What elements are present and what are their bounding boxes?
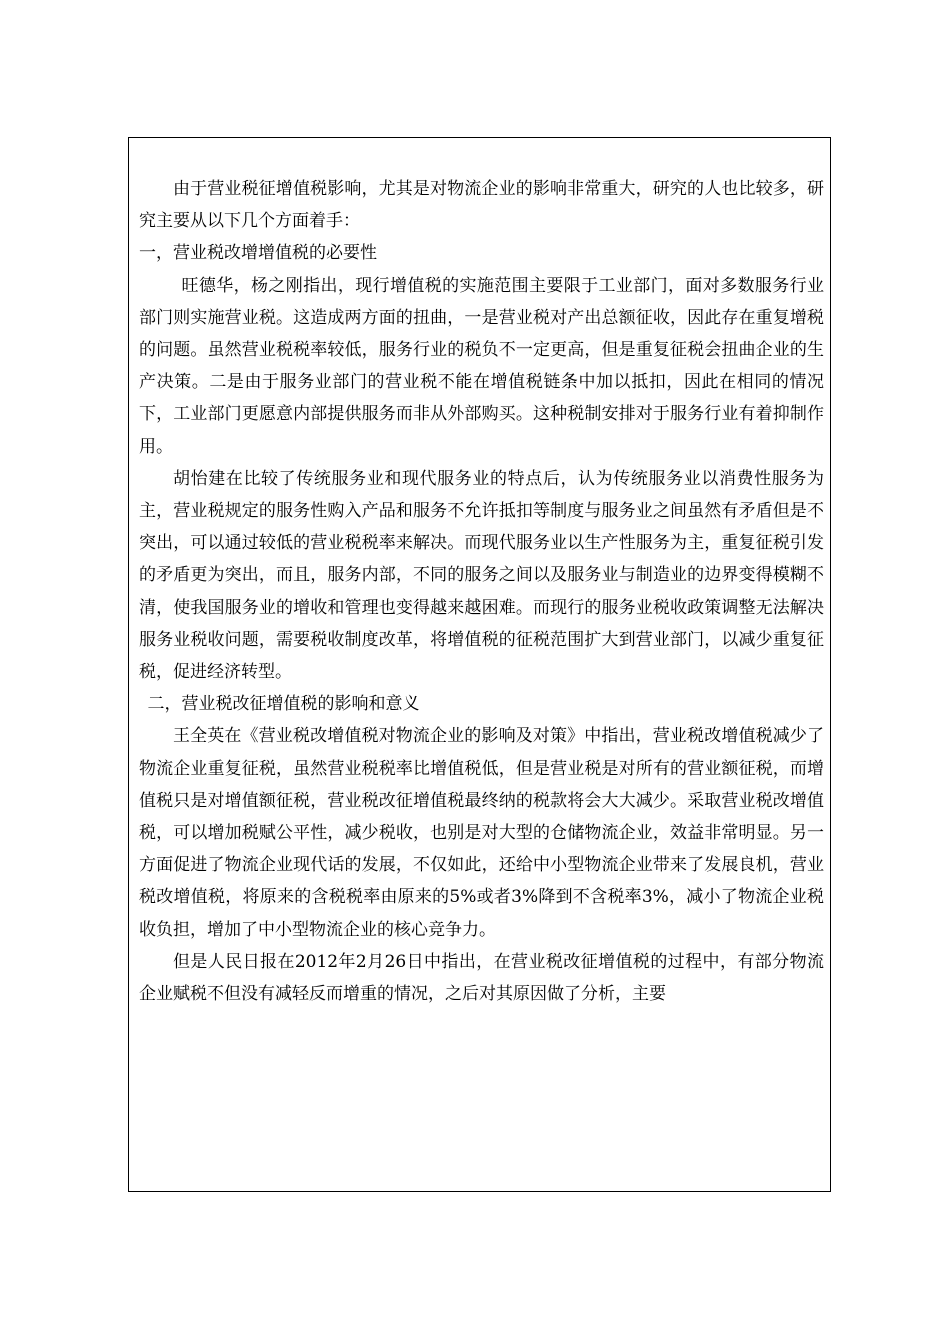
document-body <box>139 173 824 1010</box>
body-paragraph: 由于营业税征增值税影响，尤其是对物流企业的影响非常重大，研究的人也比较多，研究主要从以下几个方面着手： <box>139 179 824 232</box>
section-heading: 二，营业税改征增值税的影响和意义 <box>147 694 420 715</box>
section-heading: 一，营业税改增增值税的必要性 <box>139 243 377 264</box>
body-paragraph: 旺德华，杨之刚指出，现行增值税的实施范围主要限于工业部门，面对多数服务行业部门则实施营业税。这造成两方面的扭曲，一是营业税对产出总额征收，因此存在重复增税的问题。虽然营业税税率较低，服务行业的税负不一定更高，但是重复征税会扭曲企业的生产决策。二是由于服务业部门的营业税不能在增值税链条中加以抵扣，因此在相同的情况下，工业部门更愿意内部提供服务而非从外部购买。这种税制安排对于服务行业有着抑制作用。 <box>139 275 824 457</box>
body-paragraph: 胡怡建在比较了传统服务业和现代服务业的特点后，认为传统服务业以消费性服务为主，营业税规定的服务性购入产品和服务不允许抵扣等制度与服务业之间虽然有矛盾但是不突出，可以通过较低的营业税税率来解决。而现代服务业以生产性服务为主，重复征税引发的矛盾更为突出，而且，服务内部，不同的服务之间以及服务业与制造业的边界变得模糊不清，使我国服务业的增收和管理也变得越来越困难。而现行的服务业税收政策调整无法解决服务业税收问题，需要税收制度改革，将增值税的征税范围扩大到营业部门，以减少重复征税，促进经济转型。 <box>139 468 824 683</box>
document-frame <box>128 137 831 1192</box>
body-paragraph: 但是人民日报在2012年2月26日中指出，在营业税改征增值税的过程中，有部分物流企业赋税不但没有减轻反而增重的情况，之后对其原因做了分析，主要 <box>139 951 824 1005</box>
body-paragraph: 王全英在《营业税改增值税对物流企业的影响及对策》中指出，营业税改增值税减少了物流企业重复征税，虽然营业税税率比增值税低，但是营业税是对所有的营业额征税，而增值税只是对增值额征税，营业税改征增值税最终纳的税款将会大大减少。采取营业税改增值税，可以增加税赋公平性，减少税收，也别是对大型的仓储物流企业，效益非常明显。另一方面促进了物流企业现代话的发展，不仅如此，还给中小型物流企业带来了发展良机，营业税改增值税，将原来的含税税率由原来的5%或者3%降到不含税率3%，减小了物流企业税收负担，增加了中小型物流企业的核心竞争力。 <box>139 726 824 940</box>
